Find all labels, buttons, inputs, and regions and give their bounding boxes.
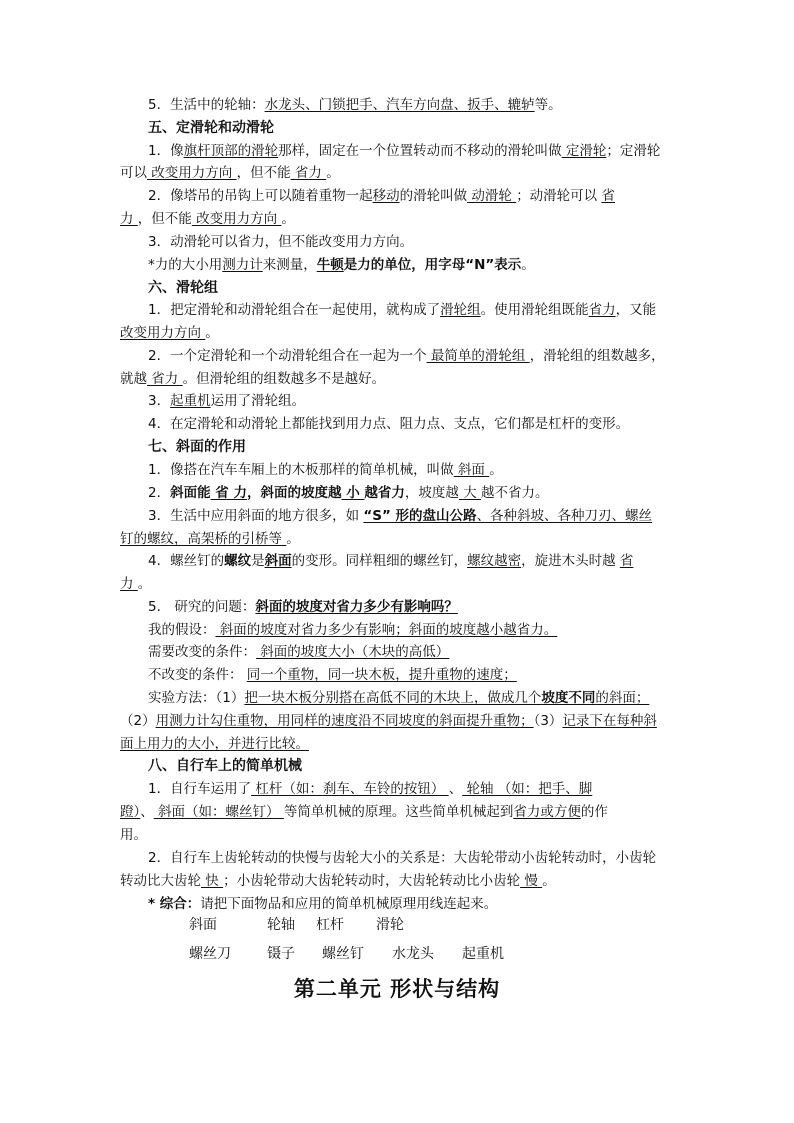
text-segment: “S” 形的盘山公路: [363, 508, 477, 524]
text-line: [120, 826, 147, 844]
text-line: [120, 712, 657, 730]
text-segment: 3．动滑轮可以省力，但不能改变用力方向。: [148, 234, 414, 250]
text-segment: 快: [201, 873, 224, 889]
text-segment: 坡度不同: [541, 690, 596, 706]
text-segment: 是力的单位，用字母“N”表示: [343, 257, 522, 273]
word-item: 起重机: [462, 946, 504, 962]
text-segment: ，斜面的坡度越: [247, 485, 342, 501]
text-segment: 请把下面物品和应用的简单机械原理用线连起来。: [200, 896, 498, 912]
text-segment: 。: [489, 462, 503, 478]
text-segment: 省 力: [210, 485, 247, 501]
text-segment: 改变用力方向: [147, 165, 237, 181]
text-line: [120, 735, 309, 753]
text-segment: 。: [205, 325, 219, 341]
text-line: [148, 187, 615, 205]
text-line: [148, 119, 274, 137]
text-line: [120, 575, 151, 593]
text-segment: 我的假设：: [148, 622, 216, 638]
text-segment: 省: [619, 553, 634, 569]
text-segment: 省力: [588, 302, 616, 318]
text-segment: 斜面的坡度大小（木块的高低）: [256, 644, 450, 660]
word-item: 轮轴: [267, 917, 295, 933]
word-item: 镊子: [267, 946, 295, 962]
text-line: [148, 484, 549, 502]
text-line: [148, 689, 649, 707]
text-segment: ，坡度越: [404, 485, 459, 501]
text-segment: 七、斜面的作用: [148, 439, 246, 455]
text-segment: 记录下在每种斜: [562, 713, 657, 729]
text-segment: 的滑轮叫做: [399, 188, 468, 204]
text-segment: 动滑轮: [467, 188, 517, 204]
text-segment: 螺纹: [224, 553, 252, 569]
text-line: [148, 461, 503, 479]
text-segment: 4．螺丝钉的: [148, 553, 225, 569]
text-segment: 1．自行车运用了: [148, 781, 252, 797]
word-item: 滑轮: [376, 917, 404, 933]
text-segment: 2．一个定滑轮和一个动滑轮组合在一起为一个: [148, 348, 427, 364]
word-item: 螺丝钉: [322, 946, 364, 962]
text-segment: 转动比大齿轮: [120, 873, 201, 889]
text-segment: 。使用滑轮组既能: [480, 302, 589, 318]
text-segment: 小: [341, 485, 365, 501]
text-segment: * 综合：: [148, 896, 201, 912]
text-segment: 省力或方便: [513, 804, 581, 820]
text-segment: 力: [120, 576, 138, 592]
text-segment: 斜面能: [170, 485, 211, 501]
text-segment: 斜面的坡度对省力多少有影响；斜面的坡度越小越省力。: [215, 622, 558, 638]
text-line: [148, 507, 652, 525]
text-segment: ，旋进木头时越: [521, 553, 620, 569]
text-segment: 等简单机械的原理。这些简单机械起到: [283, 804, 514, 820]
text-segment: 2．像塔吊的吊钩上可以随着重物一起: [148, 188, 373, 204]
text-line: [120, 803, 608, 821]
text-segment: 斜面的坡度对省力多少有影响吗？: [255, 599, 458, 615]
text-line: [148, 757, 302, 775]
text-segment: 1．像搭在汽车车厢上的木板那样的简单机械，叫做: [148, 462, 454, 478]
unit-title: 第二单元 形状与结构: [293, 977, 501, 1001]
text-line: [120, 370, 385, 388]
text-segment: 来测量，: [262, 257, 317, 273]
text-segment: 杠杆（如：刹车、车铃的按钮）: [251, 781, 449, 797]
text-segment: 省力: [147, 371, 183, 387]
text-line: [148, 621, 557, 639]
text-segment: 同一个重物，同一块木板，提升重物的速度；: [246, 667, 517, 683]
text-line: [120, 210, 295, 228]
text-segment: 改变用力方向: [120, 325, 206, 341]
text-line: [148, 780, 592, 798]
text-segment: 是: [251, 553, 265, 569]
text-segment: ，但不能: [137, 211, 192, 227]
text-segment: 钉的螺纹，高架桥的引桥等: [120, 531, 287, 547]
text-line: [148, 347, 665, 365]
text-segment: 的斜面；: [595, 690, 650, 706]
text-segment: 、各种斜坡、各种刀刃、螺丝: [476, 508, 653, 524]
text-line: [148, 415, 629, 433]
text-segment: 移动: [372, 188, 400, 204]
text-segment: 省力: [290, 165, 327, 181]
text-segment: 面上用力的大小，并进行比较。: [120, 736, 309, 752]
text-segment: 省: [601, 188, 615, 204]
text-segment: ；小齿轮带动大齿轮转动时，大齿轮转动比小齿轮: [223, 873, 521, 889]
text-segment: 最简单的滑轮组: [426, 348, 530, 364]
text-segment: 等。: [534, 97, 562, 113]
text-segment: 2．: [148, 485, 171, 501]
text-segment: 需要改变的条件：: [148, 644, 256, 660]
text-segment: 。: [326, 165, 340, 181]
word-item: 螺丝刀: [189, 946, 231, 962]
text-segment: 改变用力方向: [191, 211, 282, 227]
text-line: [148, 301, 656, 319]
text-segment: 用测力计勾住重物，用同样的速度沿不同坡度的斜面提升重物；: [155, 713, 534, 729]
text-segment: 实验方法：（1）: [148, 690, 245, 706]
text-segment: 1．把定滑轮和动滑轮组合在一起使用，就构成了: [148, 302, 441, 318]
text-segment: 2．自行车上齿轮转动的快慢与齿轮大小的关系是：大齿轮带动小齿轮转动时，小齿轮: [148, 850, 657, 866]
text-segment: *力的大小用: [148, 257, 223, 273]
text-segment: （3）: [533, 713, 563, 729]
text-segment: 把一块木板分别搭在高低不同的木块上，做成几个: [244, 690, 542, 706]
text-line: [120, 164, 340, 182]
text-segment: ；定滑轮: [606, 143, 661, 159]
text-segment: 螺纹越密: [467, 553, 522, 569]
text-segment: 水龙头、门锁把手、汽车方向盘、扳手、辘轳: [264, 97, 535, 113]
word-item: 斜面: [189, 917, 217, 933]
text-segment: 牛顿: [316, 257, 344, 273]
text-line: [148, 96, 562, 114]
text-segment: 滑轮组: [440, 302, 481, 318]
text-line: [120, 324, 219, 342]
text-line: [148, 392, 305, 410]
text-line: [148, 279, 218, 297]
text-segment: ，滑轮组的组数越多，: [529, 348, 665, 364]
text-segment: 、: [448, 781, 463, 797]
text-segment: 测力计: [222, 257, 263, 273]
text-segment: ，但不能: [236, 165, 291, 181]
text-segment: 5．生活中的轮轴：: [148, 97, 265, 113]
text-segment: （2）: [120, 713, 156, 729]
word-item: 杠杆: [316, 917, 344, 933]
text-segment: 。但滑轮组的组数越多不是越好。: [182, 371, 386, 387]
text-line: [148, 598, 458, 616]
text-segment: 蹬）: [120, 804, 141, 820]
text-segment: 慢: [520, 873, 543, 889]
text-segment: 。: [286, 531, 300, 547]
text-line: [148, 643, 449, 661]
text-segment: 六、滑轮组: [148, 280, 218, 296]
text-segment: 斜面: [453, 462, 490, 478]
text-segment: 1．像: [148, 143, 184, 159]
text-segment: 就越: [120, 371, 147, 387]
text-line: [148, 438, 246, 456]
text-segment: 的作: [580, 804, 608, 820]
text-segment: 3．生活中应用斜面的地方很多，如: [148, 508, 364, 524]
text-line: [120, 872, 556, 890]
text-segment: 。: [281, 211, 295, 227]
text-segment: 不改变的条件：: [148, 667, 247, 683]
text-line: [148, 849, 656, 867]
text-segment: 轮轴 （如：把手、脚: [462, 781, 593, 797]
text-segment: 那样，固定在一个位置转动而不移动的滑轮叫做: [278, 143, 562, 159]
text-segment: 可以: [120, 165, 147, 181]
text-segment: 八、自行车上的简单机械: [148, 758, 302, 774]
text-segment: 5． 研究的问题：: [148, 599, 256, 615]
text-line: [148, 895, 497, 913]
text-line: [148, 666, 517, 684]
text-segment: 。: [137, 576, 152, 592]
text-segment: ；动滑轮可以: [516, 188, 602, 204]
text-segment: 斜面: [264, 553, 292, 569]
text-line: [148, 142, 660, 160]
text-segment: 斜面（如：螺丝钉）: [153, 804, 284, 820]
text-segment: 越省力: [364, 485, 405, 501]
text-segment: 运用了滑轮组。: [210, 393, 306, 409]
text-segment: 3．: [148, 393, 171, 409]
text-segment: 的变形。同样粗细的螺丝钉，: [291, 553, 468, 569]
text-segment: 大: [458, 485, 481, 501]
text-segment: 。: [521, 257, 535, 273]
text-segment: 力: [120, 211, 138, 227]
text-line: [148, 552, 633, 570]
text-segment: ，又能: [615, 302, 657, 318]
text-line: [148, 233, 413, 251]
text-segment: 越不省力。: [481, 485, 549, 501]
text-segment: 起重机: [170, 393, 211, 409]
text-segment: 五、定滑轮和动滑轮: [148, 120, 274, 136]
word-item: 水龙头: [392, 946, 434, 962]
text-segment: 定滑轮: [561, 143, 607, 159]
text-segment: 、: [140, 804, 154, 820]
text-segment: 。: [542, 873, 556, 889]
text-segment: 旗杆顶部的滑轮: [183, 143, 279, 159]
text-segment: 用。: [120, 827, 147, 843]
text-segment: 4．在定滑轮和动滑轮上都能找到用力点、阻力点、支点，它们都是杠杆的变形。: [148, 416, 630, 432]
text-line: [148, 256, 535, 274]
text-line: [120, 530, 300, 548]
